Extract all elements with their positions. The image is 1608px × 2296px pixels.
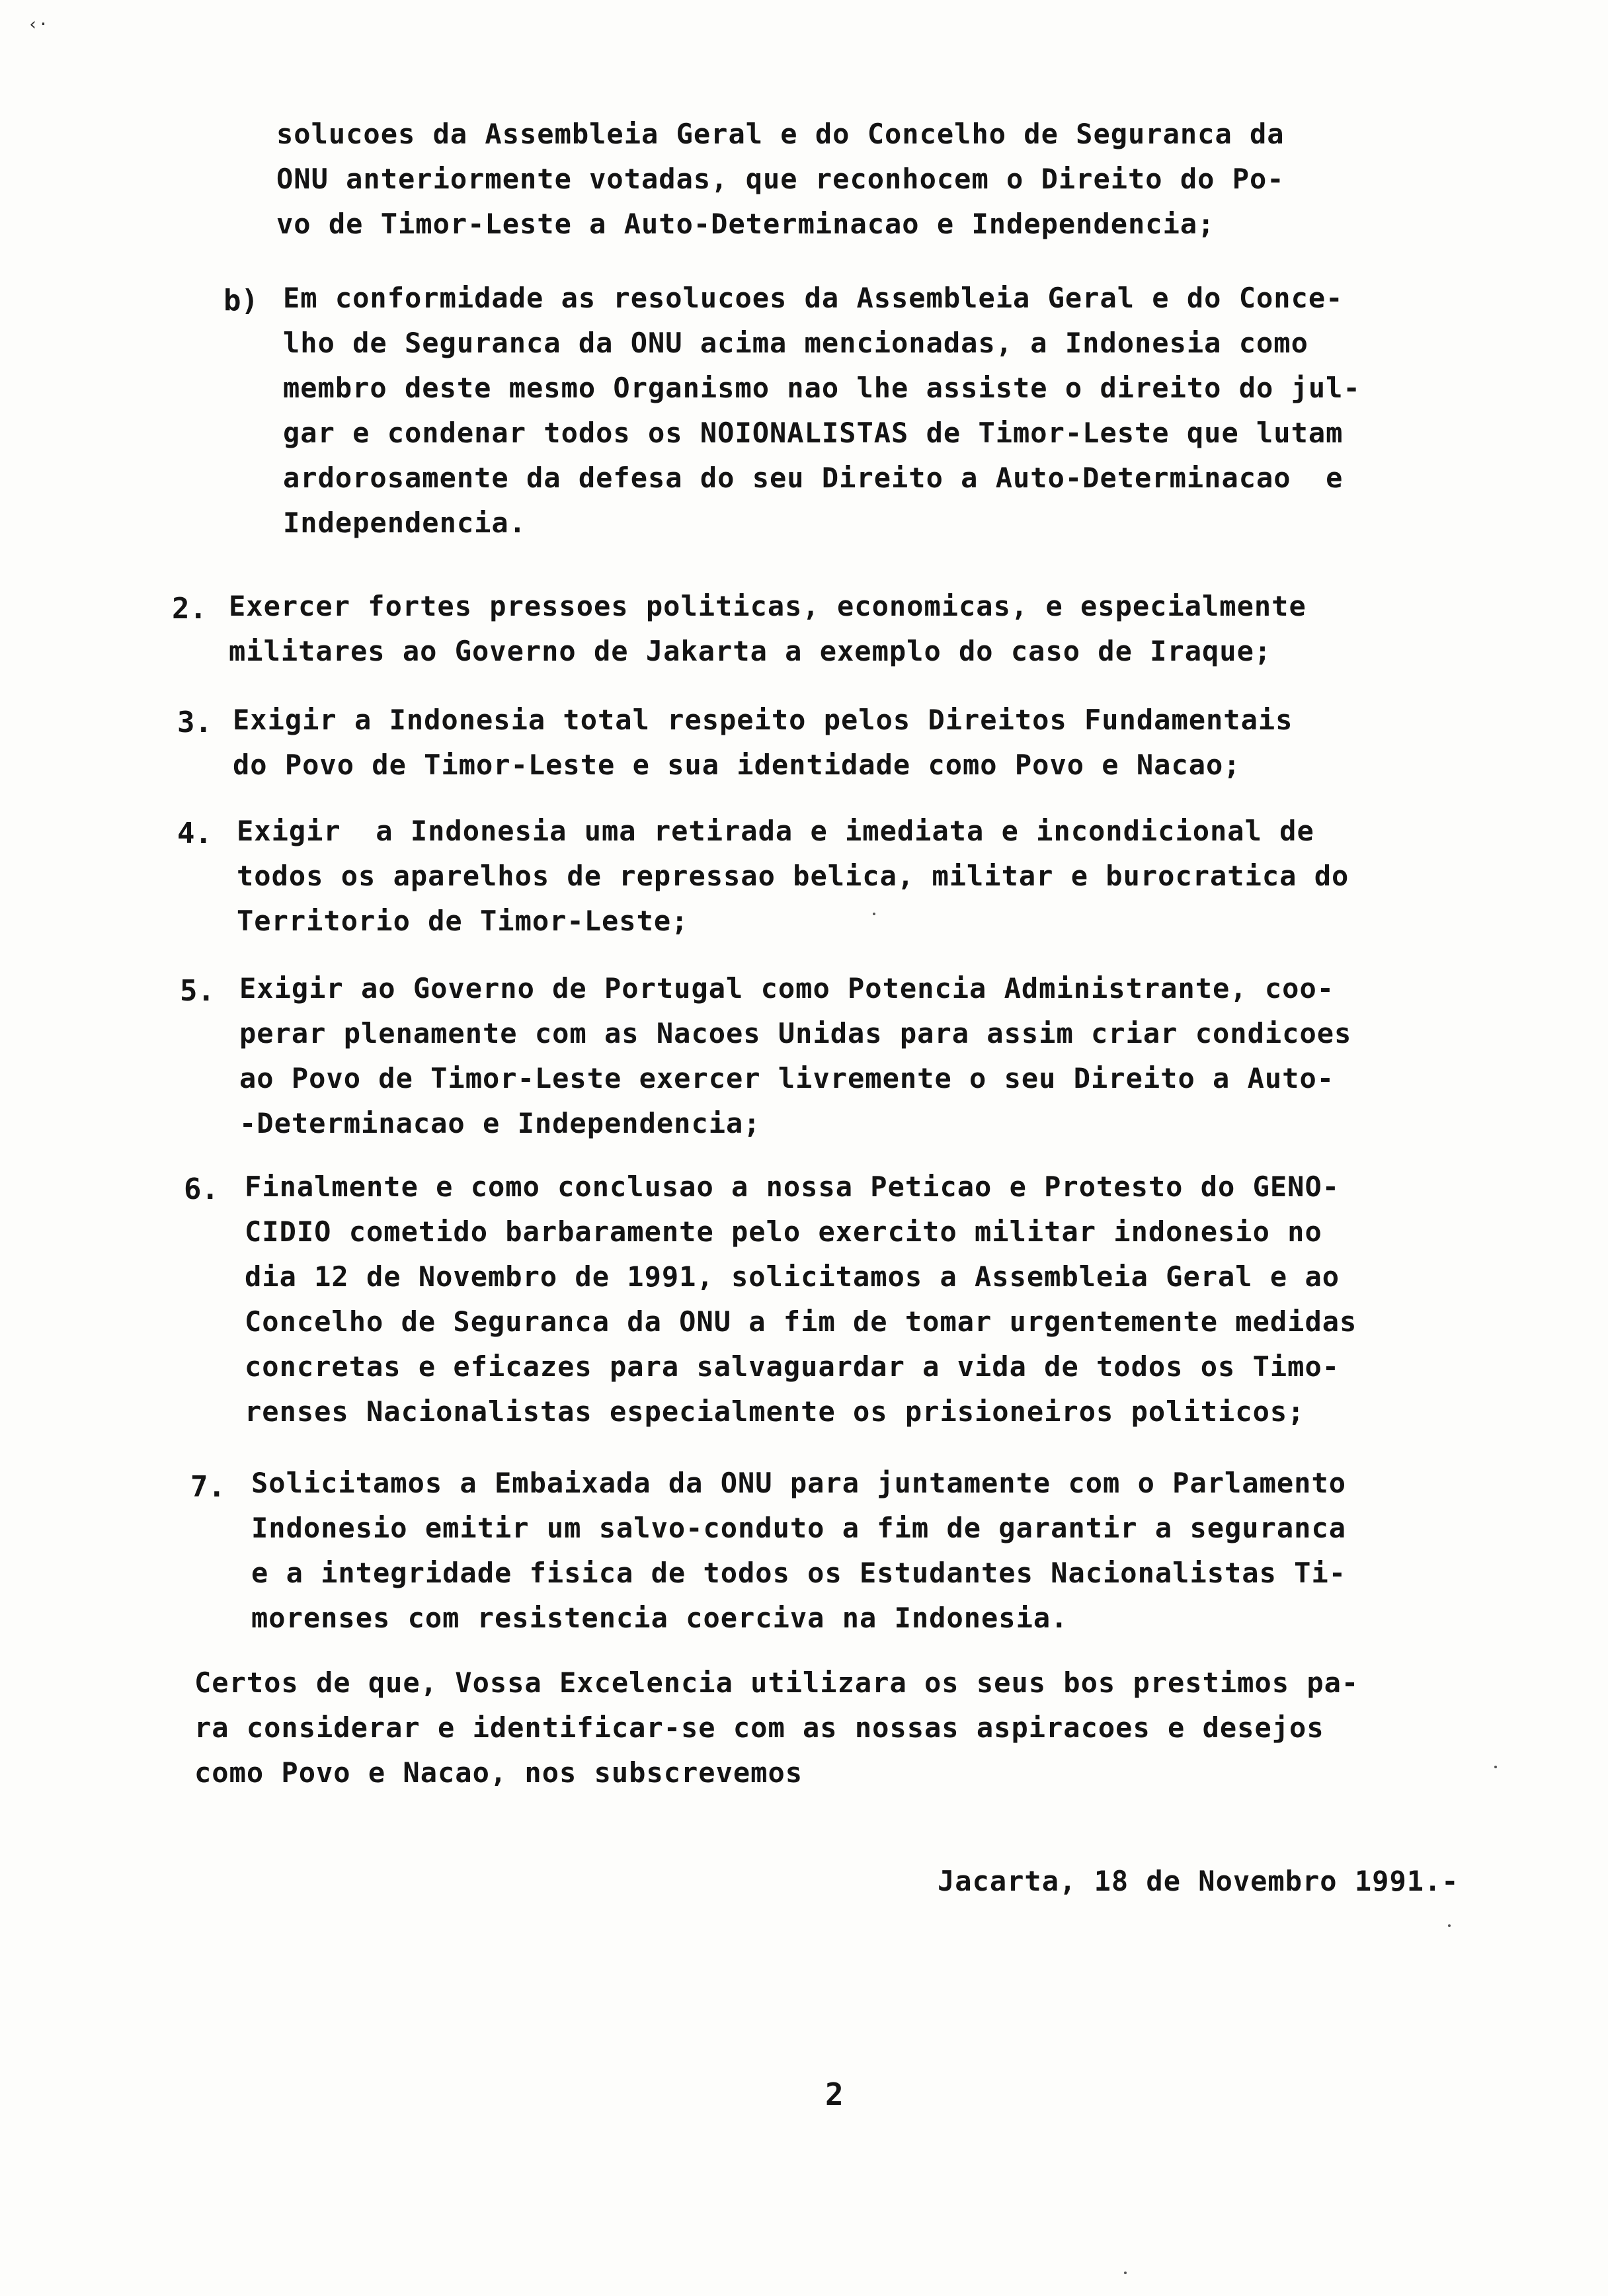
scan-speck (873, 913, 875, 915)
item-line: ao Povo de Timor-Leste exercer livremente o seu Direito a Auto- (239, 1062, 1335, 1094)
item-line: todos os aparelhos de repressao belica, militar e burocratica do (237, 860, 1349, 892)
item-b-label: b) (223, 284, 259, 317)
item-line: -Determinacao e Independencia; (239, 1107, 761, 1139)
item-line: CIDIO cometido barbaramente pelo exercito militar indonesio no (245, 1215, 1322, 1248)
item-line: dia 12 de Novembro de 1991, solicitamos a Assembleia Geral e ao (245, 1260, 1340, 1293)
page-number: 2 (825, 2076, 844, 2112)
item-b-line: lho de Seguranca da ONU acima mencionadas, a Indonesia como (283, 327, 1308, 359)
item-line: perar plenamente com as Nacoes Unidas para assim criar condicoes (239, 1017, 1352, 1049)
item-number: 6. (184, 1172, 219, 1206)
item-b-line: Independencia. (283, 507, 527, 539)
corner-mark: ‹· (28, 15, 49, 34)
item-line: Exigir a Indonesia uma retirada e imediata e incondicional de (237, 815, 1314, 847)
item-line: Solicitamos a Embaixada da ONU para juntamente com o Parlamento (251, 1467, 1347, 1499)
item-line: Concelho de Seguranca da ONU a fim de tomar urgentemente medidas (245, 1305, 1357, 1338)
item-b-line: ardorosamente da defesa do seu Direito a Auto-Determinacao e (283, 462, 1344, 494)
item-number: 7. (190, 1470, 225, 1504)
item-number: 5. (180, 974, 215, 1008)
date-line: Jacarta, 18 de Novembro 1991.- (938, 1865, 1459, 1897)
item-line: Exigir ao Governo de Portugal como Potencia Administrante, coo- (239, 972, 1335, 1004)
closing-line: ra considerar e identificar-se com as nossas aspiracoes e desejos (194, 1711, 1324, 1744)
scan-speck (1494, 1766, 1497, 1768)
item-line: morenses com resistencia coerciva na Indonesia. (251, 1602, 1068, 1634)
intro-line: ONU anteriormente votadas, que reconhocem o Direito do Po- (276, 163, 1285, 195)
item-b-line: Em conformidade as resolucoes da Assembleia Geral e do Conce- (283, 282, 1344, 314)
item-line: do Povo de Timor-Leste e sua identidade como Povo e Nacao; (233, 749, 1241, 781)
item-number: 2. (172, 592, 207, 626)
item-number: 4. (177, 817, 212, 850)
item-b-line: membro deste mesmo Organismo nao lhe assiste o direito do jul- (283, 372, 1361, 404)
scan-speck (1448, 1924, 1451, 1927)
intro-line: solucoes da Assembleia Geral e do Concelho de Seguranca da (276, 118, 1285, 150)
item-b-line: gar e condenar todos os NOIONALISTAS de Timor-Leste que lutam (283, 417, 1344, 449)
item-line: Finalmente e como conclusao a nossa Peticao e Protesto do GENO- (245, 1170, 1340, 1203)
item-line: Exercer fortes pressoes politicas, economicas, e especialmente (229, 590, 1306, 622)
item-line: e a integridade fisica de todos os Estudantes Nacionalistas Ti- (251, 1557, 1347, 1589)
item-line: concretas e eficazes para salvaguardar a vida de todos os Timo- (245, 1350, 1340, 1383)
closing-line: como Povo e Nacao, nos subscrevemos (194, 1756, 803, 1789)
scan-speck (1124, 2272, 1127, 2274)
closing-line: Certos de que, Vossa Excelencia utilizara os seus bos prestimos pa- (194, 1666, 1359, 1699)
item-number: 3. (177, 706, 212, 739)
item-line: militares ao Governo de Jakarta a exemplo do caso de Iraque; (229, 635, 1272, 667)
item-line: renses Nacionalistas especialmente os prisioneiros politicos; (245, 1395, 1305, 1428)
item-line: Indonesio emitir um salvo-conduto a fim de garantir a seguranca (251, 1512, 1347, 1544)
item-line: Exigir a Indonesia total respeito pelos Direitos Fundamentais (233, 704, 1293, 736)
item-line: Territorio de Timor-Leste; (237, 905, 689, 937)
intro-line: vo de Timor-Leste a Auto-Determinacao e Independencia; (276, 208, 1215, 240)
